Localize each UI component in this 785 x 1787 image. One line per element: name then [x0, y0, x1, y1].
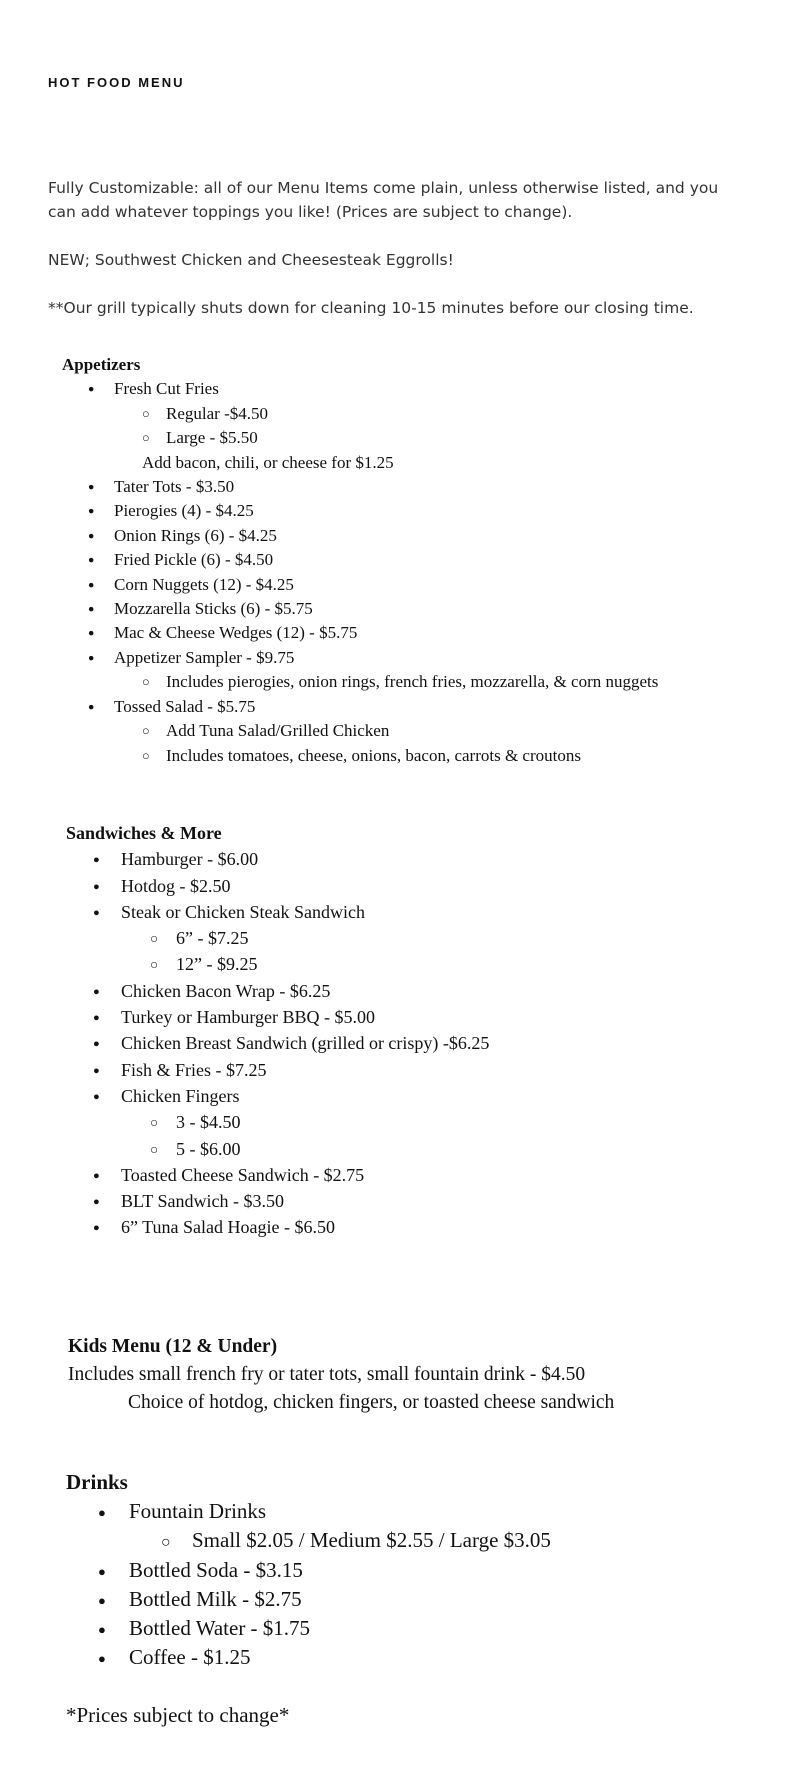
list-item: ● Coffee - $1.25 — [66, 1643, 551, 1672]
list-item — [62, 377, 658, 475]
list-item: ● Chicken Bacon Wrap - $6.25 — [66, 978, 489, 1004]
sub-list-item: ○ 5 - $6.00 — [121, 1136, 489, 1162]
list-item — [66, 1497, 551, 1555]
sub-list — [114, 719, 658, 768]
list-item: ● Hamburger - $6.00 — [66, 846, 489, 872]
list-item: ● Bottled Milk - $2.75 — [66, 1585, 551, 1614]
kids-section — [68, 1333, 614, 1417]
sub-list — [121, 925, 489, 978]
appetizers-title: Appetizers — [62, 355, 141, 374]
sub-list — [129, 1526, 551, 1555]
list-item — [66, 899, 489, 978]
customizable-note: Fully Customizable: all of our Menu Items come plain, unless otherwise listed, and you can add whatever toppings you like! (Prices are subject to change). — [48, 179, 719, 221]
item-label: Tossed Salad - $5.75 — [114, 696, 256, 716]
sub-list-item: ○ 3 - $4.50 — [121, 1109, 489, 1135]
list-item — [62, 695, 658, 768]
sandwiches-title: Sandwiches & More — [66, 823, 222, 843]
list-item: ● Hotdog - $2.50 — [66, 873, 489, 899]
list-item: ● Turkey or Hamburger BBQ - $5.00 — [66, 1004, 489, 1030]
fries-addon-note: Add bacon, chili, or cheese for $1.25 — [142, 452, 394, 472]
sub-list-item: ○ Add Tuna Salad/Grilled Chicken — [114, 719, 658, 743]
list-item: ● Toasted Cheese Sandwich - $2.75 — [66, 1162, 489, 1188]
intro-text — [48, 176, 748, 344]
sandwiches-list — [66, 846, 489, 1240]
kids-title: Kids Menu (12 & Under) — [68, 1336, 278, 1357]
sub-list — [114, 670, 658, 694]
sub-list — [121, 1109, 489, 1162]
sub-list-item: ○ Includes tomatoes, cheese, onions, bacon, carrots & croutons — [114, 744, 658, 768]
list-item — [62, 646, 658, 695]
list-item: ● Corn Nuggets (12) - $4.25 — [62, 573, 658, 597]
sub-list-item: ○ Regular -$4.50 — [114, 402, 658, 426]
new-items-note: NEW; Southwest Chicken and Cheesesteak Eggrolls! — [48, 251, 454, 269]
drinks-section — [66, 1468, 551, 1672]
list-item: ● Pierogies (4) - $4.25 — [62, 499, 658, 523]
list-item: ● Fish & Fries - $7.25 — [66, 1057, 489, 1083]
list-item: ● Bottled Soda - $3.15 — [66, 1556, 551, 1585]
item-label: Fountain Drinks — [129, 1499, 267, 1524]
sub-list-item: ○ 12” - $9.25 — [121, 951, 489, 977]
sub-list-item: ○ Small $2.05 / Medium $2.55 / Large $3.05 — [129, 1526, 551, 1555]
sub-list-item: ○ 6” - $7.25 — [121, 925, 489, 951]
grill-note: **Our grill typically shuts down for cleaning 10-15 minutes before our closing time. — [48, 299, 694, 317]
item-label: Chicken Fingers — [121, 1085, 240, 1106]
kids-description: Includes small french fry or tater tots, small fountain drink - $4.50 — [68, 1364, 586, 1385]
list-item: ● Tater Tots - $3.50 — [62, 475, 658, 499]
list-item — [66, 1083, 489, 1162]
sub-list-item: ○ Large - $5.50 — [114, 426, 658, 450]
list-item: ● Bottled Water - $1.75 — [66, 1614, 551, 1643]
list-item: ● Mozzarella Sticks (6) - $5.75 — [62, 597, 658, 621]
drinks-list — [66, 1497, 551, 1672]
list-item: ● Chicken Breast Sandwich (grilled or crispy) -$6.25 — [66, 1030, 489, 1056]
sub-list — [114, 402, 658, 451]
item-label: Appetizer Sampler - $9.75 — [114, 647, 295, 667]
kids-choice: Choice of hotdog, chicken fingers, or toasted cheese sandwich — [128, 1392, 615, 1413]
item-label: Fresh Cut Fries — [114, 379, 219, 399]
list-item: ● Mac & Cheese Wedges (12) - $5.75 — [62, 621, 658, 645]
sub-list-item: ○ Includes pierogies, onion rings, french fries, mozzarella, & corn nuggets — [114, 670, 658, 694]
prices-footnote: *Prices subject to change* — [66, 1703, 290, 1727]
drinks-title: Drinks — [66, 1470, 128, 1494]
list-item: ● Onion Rings (6) - $4.25 — [62, 524, 658, 548]
list-item: ● BLT Sandwich - $3.50 — [66, 1188, 489, 1214]
list-item: ● 6” Tuna Salad Hoagie - $6.50 — [66, 1214, 489, 1240]
page-title: HOT FOOD MENU — [48, 75, 185, 90]
list-item: ● Fried Pickle (6) - $4.50 — [62, 548, 658, 572]
appetizers-list — [62, 377, 658, 768]
sandwiches-section — [66, 820, 489, 1241]
item-label: Steak or Chicken Steak Sandwich — [121, 901, 365, 922]
appetizers-section — [62, 353, 658, 768]
